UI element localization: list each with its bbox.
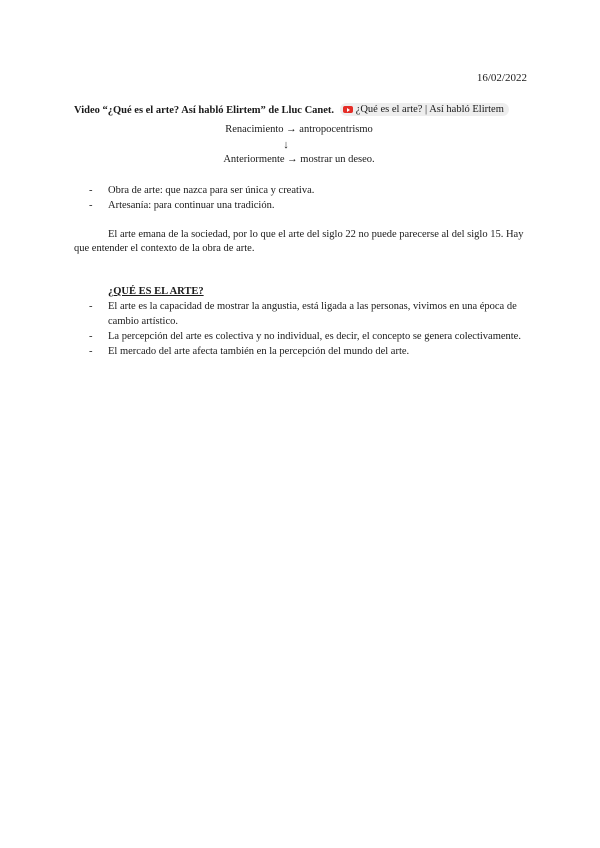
- list-item: [74, 183, 534, 198]
- list-item-text: El arte es la capacidad de mostrar la angustia, está ligada a las personas, vivimos en una época de cambio artístico.: [108, 301, 517, 327]
- list-dash: -: [89, 185, 93, 196]
- list-dash: -: [89, 200, 93, 211]
- list-dash: -: [89, 331, 93, 342]
- definitions-list: [74, 183, 534, 213]
- list-item-text: Obra de arte: que nazca para ser única y creativa.: [108, 185, 315, 196]
- title-line: [74, 103, 544, 116]
- list-item: [74, 344, 534, 359]
- list-dash: -: [89, 346, 93, 357]
- body-paragraph: El arte emana de la sociedad, por lo que el arte del siglo 22 no puede parecerse al del siglo 15. Hay que entender el contexto de la obra de arte.: [74, 229, 524, 254]
- section-heading: ¿QUÉ ES EL ARTE?: [108, 286, 204, 297]
- list-item-text: El mercado del arte afecta también en la percepción del mundo del arte.: [108, 346, 410, 357]
- flow-line-2: Anteriormente → mostrar un deseo.: [223, 154, 375, 165]
- list-item: [74, 299, 534, 329]
- arrow-down-icon: ↓: [283, 139, 289, 151]
- what-is-art-list: [74, 299, 534, 359]
- document-date: 16/02/2022: [476, 72, 527, 84]
- flow-line-1: Renacimiento → antropocentrismo: [225, 124, 373, 135]
- list-item: [74, 329, 534, 344]
- video-link-label: ¿Qué es el arte? | Así habló Elirtem: [355, 104, 504, 115]
- video-link-chip[interactable]: [340, 103, 509, 116]
- list-dash: -: [89, 301, 93, 312]
- list-item: [74, 198, 534, 213]
- list-item-text: La percepción del arte es colectiva y no individual, es decir, el concepto se genera colectivamente.: [108, 331, 521, 342]
- list-item-text: Artesanía: para continuar una tradición.: [108, 200, 275, 211]
- video-title: Video “¿Qué es el arte? Así habló Elirtem” de Lluc Canet.: [74, 105, 335, 116]
- youtube-icon: [343, 106, 353, 113]
